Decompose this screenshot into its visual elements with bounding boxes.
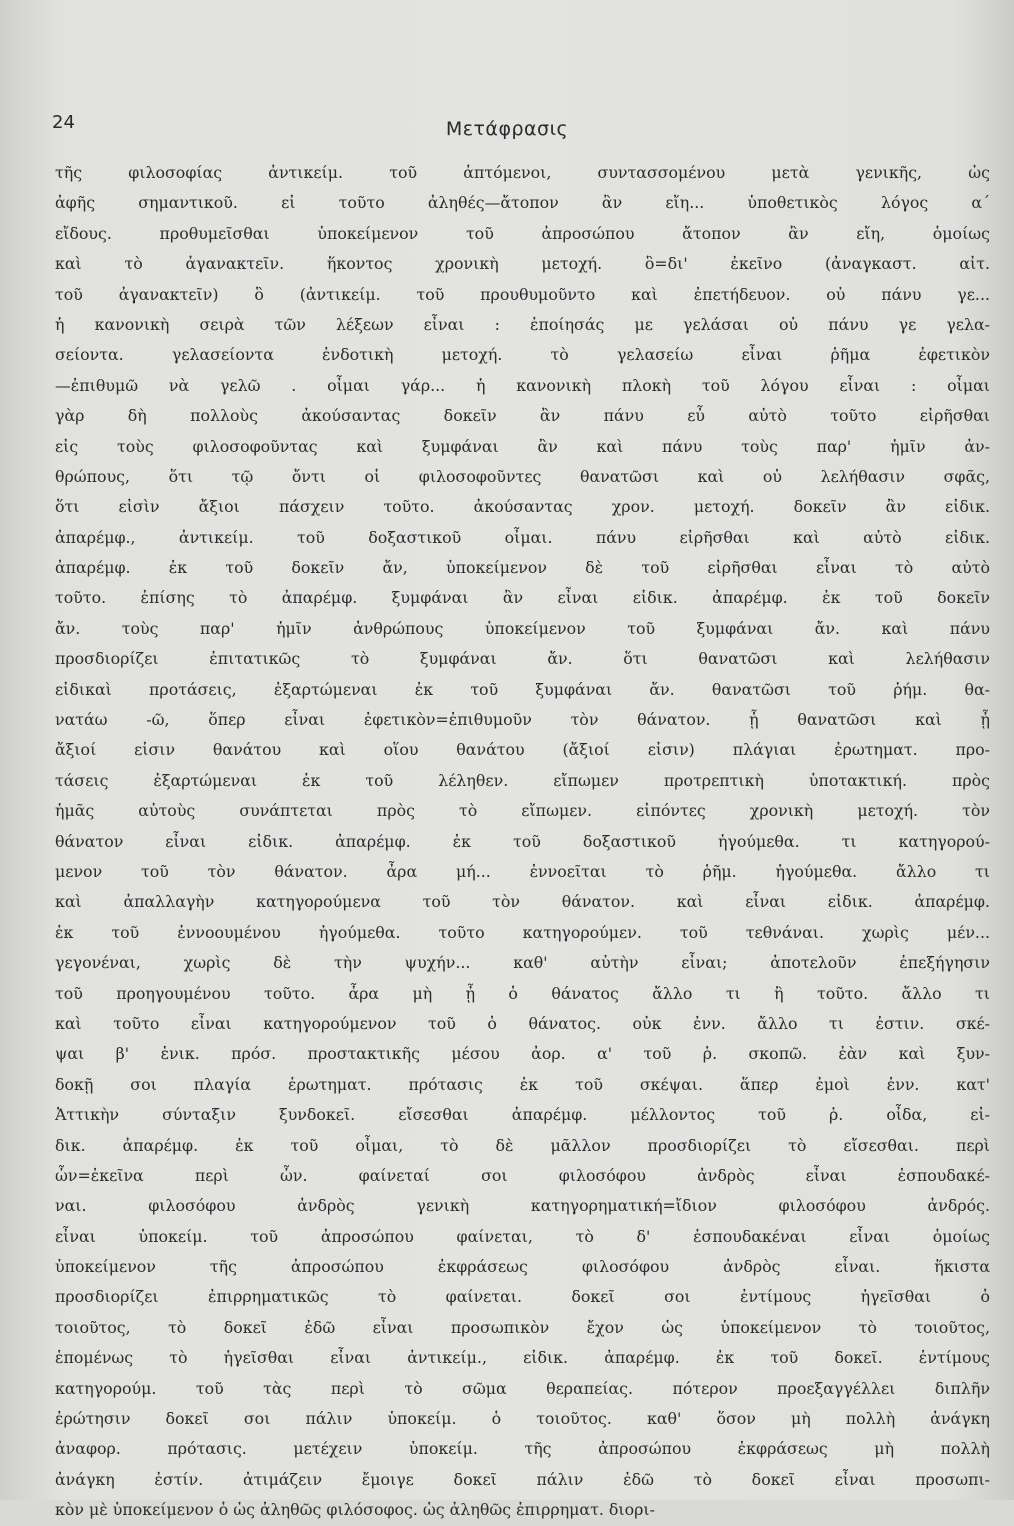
text-line: ψαι β' ἑνικ. πρόσ. προστακτικῆς μέσου ἀορ. α' τοῦ ῥ. σκοπῶ. ἐὰν καὶ ξυν- [55, 1044, 990, 1064]
text-line: εἰς τοὺς φιλοσοφοῦντας καὶ ξυμφάναι ἂν καὶ πάνυ τοὺς παρ' ἡμῖν ἀν- [55, 436, 990, 456]
page-number: 24 [52, 112, 75, 133]
text-line: θρώπους, ὅτι τῷ ὄντι οἱ φιλοσοφοῦντες θανατῶσι καὶ οὐ λελήθασιν σφᾶς, [55, 466, 990, 486]
text-line: ὅτι εἰσὶν ἄξιοι πάσχειν τοῦτο. ἀκούσαντας χρον. μετοχή. δοκεῖν ἂν εἰδικ. [55, 497, 990, 517]
text-line: ἀνάγκη ἐστίν. ἀτιμάζειν ἔμοιγε δοκεῖ πάλιν ἐδῶ τὸ δοκεῖ εἶναι προσωπι- [55, 1469, 990, 1489]
text-line: ναι. φιλοσόφου ἀνδρὸς γενικὴ κατηγορηματική=ἴδιον φιλοσόφου ἀνδρός. [55, 1196, 990, 1216]
text-line: κατηγορούμ. τοῦ τὰς περὶ τὸ σῶμα θεραπείας. πότερον προεξαγγέλλει διπλῆν [55, 1378, 990, 1398]
text-line: τοῦτο. ἐπίσης τὸ ἀπαρέμφ. ξυμφάναι ἂν εἶναι εἰδικ. ἀπαρέμφ. ἐκ τοῦ δοκεῖν [55, 588, 990, 608]
text-line: καὶ τὸ ἀγανακτεῖν. ἥκοντος χρονικὴ μετοχή. ὃ=δι' ἐκεῖνο (ἀναγκαστ. αἰτ. [55, 254, 990, 274]
text-line: Ἀττικὴν σύνταξιν ξυνδοκεῖ. εἴσεσθαι ἀπαρέμφ. μέλλοντος τοῦ ῥ. οἶδα, εἰ- [55, 1105, 990, 1125]
text-line: —ἐπιθυμῶ νὰ γελῶ . οἶμαι γάρ... ἡ κανονικὴ πλοκὴ τοῦ λόγου εἶναι : οἶμαι [55, 375, 990, 395]
text-line: ἀφῆς σημαντικοῦ. εἰ τοῦτο ἀληθές—ἄτοπον ἂν εἴη... ὑποθετικὸς λόγος α´ [55, 193, 990, 213]
text-line: προσδιορίζει ἐπιρρηματικῶς τὸ φαίνεται. δοκεῖ σοι ἐντίμους ἡγεῖσθαι ὁ [55, 1287, 990, 1307]
text-line: σείοντα. γελασείοντα ἐνδοτικὴ μετοχή. τὸ γελασείω εἶναι ῥῆμα ἐφετικὸν [55, 345, 990, 365]
text-line: ἀπαρέμφ., ἀντικείμ. τοῦ δοξαστικοῦ οἶμαι. πάνυ εἰρῆσθαι καὶ αὐτὸ εἰδικ. [55, 527, 990, 547]
text-line: τοιοῦτος, τὸ δοκεῖ ἐδῶ εἶναι προσωπικὸν ἔχον ὡς ὑποκείμενον τὸ τοιοῦτος, [55, 1317, 990, 1337]
text-line: καὶ ἀπαλλαγὴν κατηγορούμενα τοῦ τὸν θάνατον. καὶ εἶναι εἰδικ. ἀπαρέμφ. [55, 892, 990, 912]
text-line: ἀπαρέμφ. ἐκ τοῦ δοκεῖν ἄν, ὑποκείμενον δὲ τοῦ εἰρῆσθαι εἶναι τὸ αὐτὸ [55, 558, 990, 578]
text-line: ἄξιοί εἰσιν θανάτου καὶ οἵου θανάτου (ἄξιοί εἰσιν) πλάγιαι ἐρωτηματ. προ- [55, 740, 990, 760]
text-line: ἑπομένως τὸ ἡγεῖσθαι εἶναι ἀντικείμ., εἰδικ. ἀπαρέμφ. ἐκ τοῦ δοκεῖ. ἐντίμους [55, 1348, 990, 1368]
text-line: τοῦ ἀγανακτεῖν) ὃ (ἀντικείμ. τοῦ προυθυμοῦντο καὶ ἐπετήδευον. οὐ πάνυ γε... [55, 284, 990, 304]
text-line: νατάω -ῶ, ὅπερ εἶναι ἐφετικὸν=ἐπιθυμοῦν τὸν θάνατον. ᾗ θανατῶσι καὶ ᾗ [55, 710, 990, 730]
text-line: καὶ τοῦτο εἶναι κατηγορούμενον τοῦ ὁ θάνατος. οὐκ ἐνν. ἄλλο τι ἐστιν. σκέ- [55, 1013, 990, 1033]
text-line: ἀναφορ. πρότασις. μετέχειν ὑποκείμ. τῆς ἀπροσώπου ἐκφράσεως μὴ πολλὴ [55, 1439, 990, 1459]
text-line: προσδιορίζει ἐπιτατικῶς τὸ ξυμφάναι ἄν. ὅτι θανατῶσι καὶ λελήθασιν [55, 649, 990, 669]
text-line: μενον τοῦ τὸν θάνατον. ἆρα μή... ἐννοεῖται τὸ ῥῆμ. ἡγούμεθα. ἄλλο τι [55, 861, 990, 881]
text-line: ὑποκείμενον τῆς ἀπροσώπου ἐκφράσεως φιλοσόφου ἀνδρὸς εἶναι. ἥκιστα [55, 1257, 990, 1277]
commentary-text [55, 158, 990, 1526]
text-line: ὧν=ἐκεῖνα περὶ ὧν. φαίνεταί σοι φιλοσόφου ἀνδρὸς εἶναι ἐσπουδακέ- [55, 1165, 990, 1185]
text-line: γεγονέναι, χωρὶς δὲ τὴν ψυχήν... καθ' αὑτὴν εἶναι; ἀποτελοῦν ἐπεξήγησιν [55, 953, 990, 973]
text-line: τάσεις ἐξαρτώμεναι ἐκ τοῦ λέληθεν. εἴπωμεν προτρεπτικὴ ὑποτακτική. πρὸς [55, 770, 990, 790]
text-line: ἡ κανονικὴ σειρὰ τῶν λέξεων εἶναι : ἐποίησάς με γελάσαι οὐ πάνυ γε γελα- [55, 314, 990, 334]
text-line: ἡμᾶς αὐτοὺς συνάπτεται πρὸς τὸ εἴπωμεν. εἰπόντες χρονικὴ μετοχή. τὸν [55, 801, 990, 821]
text-line: ἄν. τοὺς παρ' ἡμῖν ἀνθρώπους ὑποκείμενον τοῦ ξυμφάναι ἄν. καὶ πάνυ [55, 618, 990, 638]
text-line: κὸν μὲ ὑποκείμενον ὁ ὡς ἀληθῶς φιλόσοφος. ὡς ἀληθῶς ἐπιρρηματ. διορι- [55, 1500, 655, 1520]
text-line: εἶναι ὑποκείμ. τοῦ ἀπροσώπου φαίνεται, τὸ δ' ἐσπουδακέναι εἶναι ὁμοίως [55, 1226, 990, 1246]
text-line: ἐρώτησιν δοκεῖ σοι πάλιν ὑποκείμ. ὁ τοιοῦτος. καθ' ὅσον μὴ πολλὴ ἀνάγκη [55, 1409, 990, 1429]
text-line: εἴδους. προθυμεῖσθαι ὑποκείμενον τοῦ ἀπροσώπου ἄτοπον ἂν εἴη, ὁμοίως [55, 223, 990, 243]
text-line: γὰρ δὴ πολλοὺς ἀκούσαντας δοκεῖν ἂν πάνυ εὖ αὐτὸ τοῦτο εἰρῆσθαι [55, 406, 990, 426]
text-line: τοῦ προηγουμένου τοῦτο. ἆρα μὴ ᾖ ὁ θάνατος ἄλλο τι ἢ τοῦτο. ἄλλο τι [55, 983, 990, 1003]
running-head: Μετάφρασις [445, 118, 569, 140]
text-line: εἰδικαὶ προτάσεις, ἐξαρτώμεναι ἐκ τοῦ ξυμφάναι ἄν. θανατῶσι τοῦ ῥήμ. θα- [55, 679, 990, 699]
text-line: θάνατον εἶναι εἰδικ. ἀπαρέμφ. ἐκ τοῦ δοξαστικοῦ ἡγούμεθα. τι κατηγορού- [55, 831, 990, 851]
text-line: δικ. ἀπαρέμφ. ἐκ τοῦ οἶμαι, τὸ δὲ μᾶλλον προσδιορίζει τὸ εἴσεσθαι. περὶ [55, 1135, 990, 1155]
text-line: δοκῇ σοι πλαγία ἐρωτηματ. πρότασις ἐκ τοῦ σκέψαι. ἅπερ ἐμοὶ ἐνν. κατ' [55, 1074, 990, 1094]
text-line: ἐκ τοῦ ἐννοουμένου ἡγούμεθα. τοῦτο κατηγορούμεν. τοῦ τεθνάναι. χωρὶς μέν... [55, 922, 990, 942]
text-line: τῆς φιλοσοφίας ἀντικείμ. τοῦ ἀπτόμενοι, συντασσομένου μετὰ γενικῆς, ὡς [55, 163, 990, 182]
